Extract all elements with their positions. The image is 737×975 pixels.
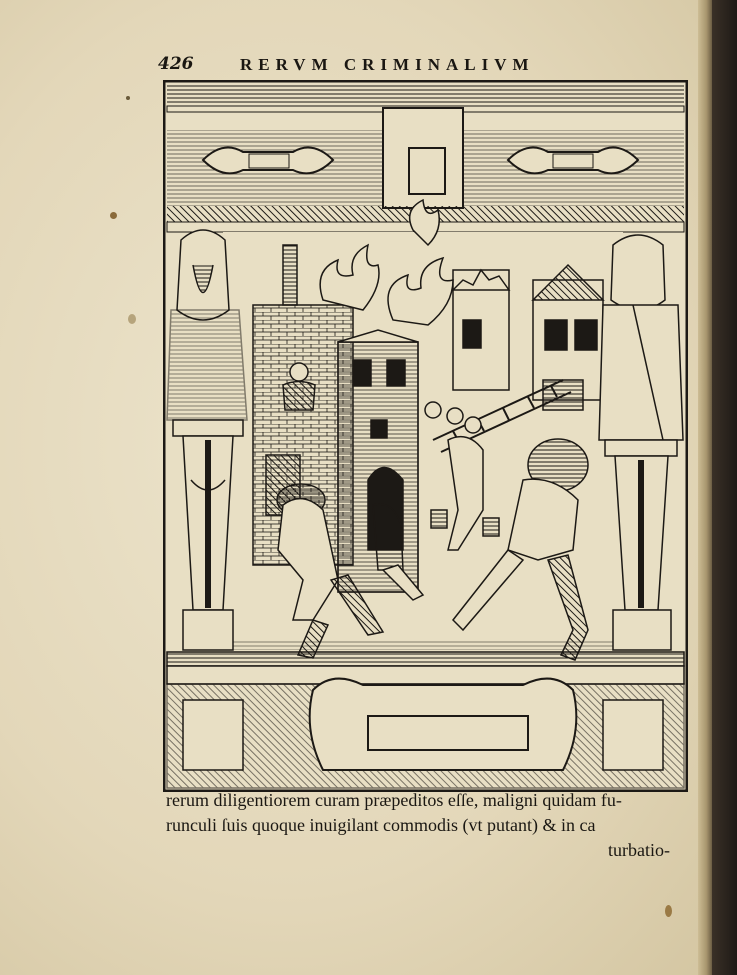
woodcut-illustration [163,80,688,792]
bottom-base [167,652,684,788]
foxing-spot [665,905,672,917]
body-text [166,788,706,863]
page-number: 426 [158,54,194,74]
page-header [158,54,698,80]
adjacent-page-edge [712,0,737,975]
text-line: runculi ſuis quoque inuigilant commodis (vt putant) & in ca [166,815,596,835]
text-line: rerum diligentiorem curam præpeditos eſſe, maligni quidam fu- [166,790,622,810]
foxing-spot [110,212,117,219]
foxing-spot [128,314,136,324]
foxing-spot [126,96,130,100]
catchword: turbatio- [608,840,670,860]
running-head: RERVM CRIMINALIVM [240,55,535,74]
